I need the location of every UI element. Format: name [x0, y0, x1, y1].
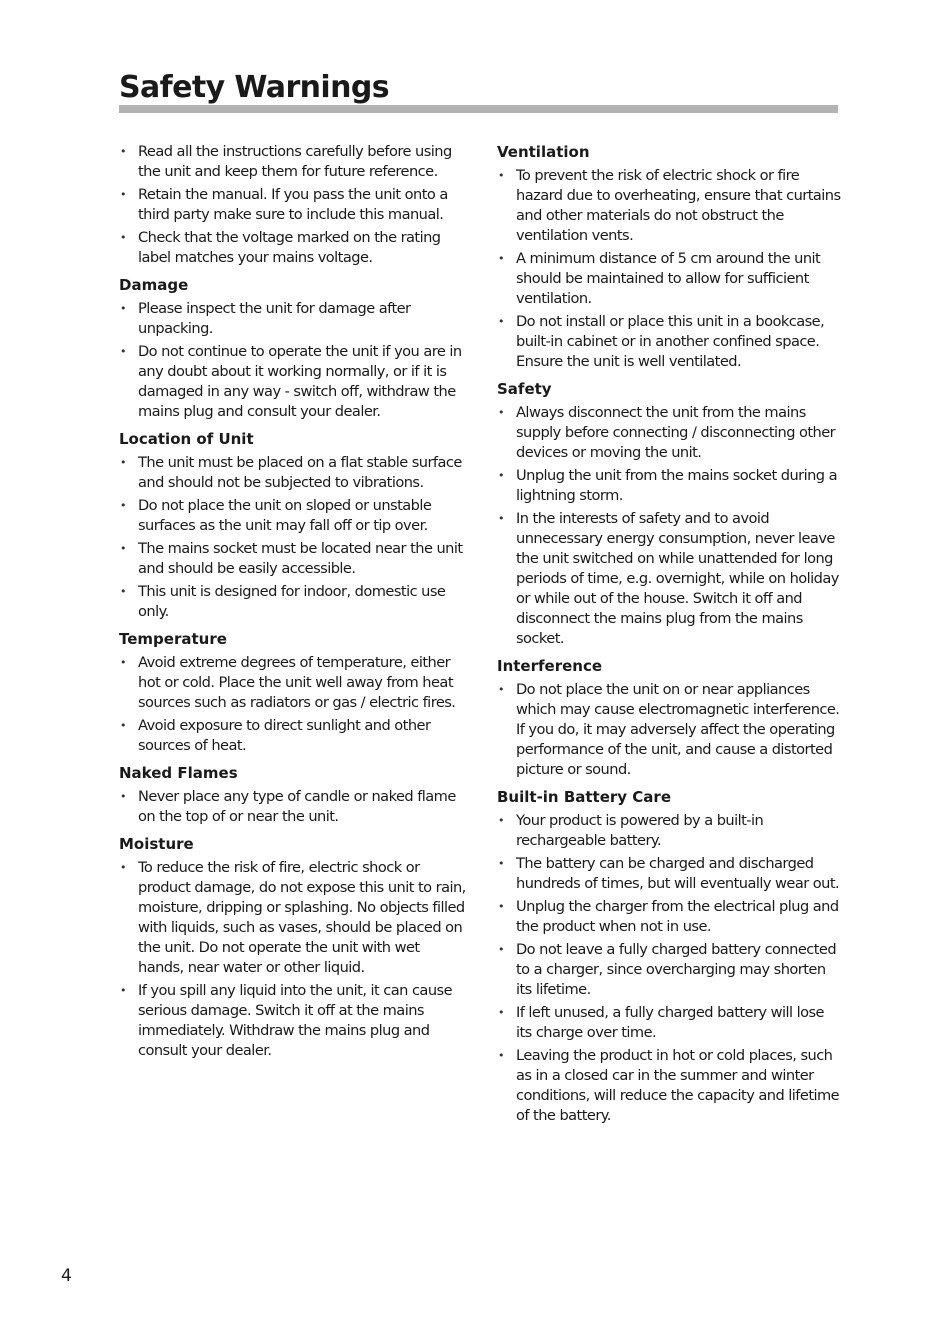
- list-item: • In the interests of safety and to avoid unnecessary energy consumption, never leave the unit switched on while unattended for long periods of time, e.g. overnight, while on holiday or while out of the house. Switch it off and disconnect the mains plug from the mains socket.: [497, 509, 842, 649]
- section-list: [119, 453, 467, 622]
- list-item: • Never place any type of candle or naked flame on the top of or near the unit.: [119, 787, 467, 827]
- list-item: • Do not leave a fully charged battery connected to a charger, since overcharging may shorten its lifetime.: [497, 940, 842, 1000]
- intro-list: [119, 142, 467, 268]
- section-location-of-unit: [119, 429, 467, 622]
- list-item: • Avoid extreme degrees of temperature, either hot or cold. Place the unit well away from heat sources such as radiators or gas / electric fires.: [119, 653, 467, 713]
- list-item: • Do not continue to operate the unit if you are in any doubt about it working normally, or if it is damaged in any way - switch off, withdraw the mains plug and consult your dealer.: [119, 342, 467, 422]
- list-item: • This unit is designed for indoor, domestic use only.: [119, 582, 467, 622]
- section-heading: Location of Unit: [119, 430, 254, 448]
- section-heading: Moisture: [119, 835, 194, 853]
- section-list: [497, 166, 842, 372]
- section-safety: [497, 379, 842, 649]
- title-rule: [119, 105, 838, 113]
- section-heading: Interference: [497, 657, 603, 675]
- list-item: • Avoid exposure to direct sunlight and other sources of heat.: [119, 716, 467, 756]
- section-list: [119, 787, 467, 827]
- section-ventilation: [497, 142, 842, 372]
- section-list: [119, 299, 467, 422]
- page-number: 4: [61, 1266, 72, 1286]
- section-list: [497, 680, 842, 780]
- list-item: • Unplug the unit from the mains socket during a lightning storm.: [497, 466, 842, 506]
- section-list: [497, 403, 842, 649]
- list-item: • Do not place the unit on sloped or unstable surfaces as the unit may fall off or tip over.: [119, 496, 467, 536]
- list-item: • The mains socket must be located near the unit and should be easily accessible.: [119, 539, 467, 579]
- list-item: • Retain the manual. If you pass the unit onto a third party make sure to include this manual.: [119, 185, 467, 225]
- section-temperature: [119, 629, 467, 756]
- list-item: • Always disconnect the unit from the mains supply before connecting / disconnecting other devices or moving the unit.: [497, 403, 842, 463]
- list-item: • If you spill any liquid into the unit, it can cause serious damage. Switch it off at the mains immediately. Withdraw the mains plug and consult your dealer.: [119, 981, 467, 1061]
- section-list: [119, 653, 467, 756]
- list-item: • If left unused, a fully charged battery will lose its charge over time.: [497, 1003, 842, 1043]
- list-item: • Do not place the unit on or near appliances which may cause electromagnetic interference. If you do, it may adversely affect the operating performance of the unit, and cause a distorted picture or sound.: [497, 680, 842, 780]
- section-heading: Ventilation: [497, 143, 590, 161]
- section-list: [497, 811, 842, 1126]
- section-heading: Naked Flames: [119, 764, 238, 782]
- list-item: • Please inspect the unit for damage after unpacking.: [119, 299, 467, 339]
- page-title: Safety Warnings: [119, 70, 389, 105]
- section-heading: Temperature: [119, 630, 227, 648]
- section-moisture: [119, 834, 467, 1061]
- list-item: • Your product is powered by a built-in rechargeable battery.: [497, 811, 842, 851]
- list-item: • A minimum distance of 5 cm around the unit should be maintained to allow for sufficient ventilation.: [497, 249, 842, 309]
- left-column: [119, 142, 467, 1064]
- list-item: • Do not install or place this unit in a bookcase, built-in cabinet or in another confined space. Ensure the unit is well ventilated.: [497, 312, 842, 372]
- section-heading: Safety: [497, 380, 552, 398]
- list-item: • Read all the instructions carefully before using the unit and keep them for future reference.: [119, 142, 467, 182]
- section-damage: [119, 275, 467, 422]
- section-heading: Built-in Battery Care: [497, 788, 672, 806]
- right-column: [497, 142, 842, 1129]
- list-item: • The battery can be charged and discharged hundreds of times, but will eventually wear out.: [497, 854, 842, 894]
- list-item: • To prevent the risk of electric shock or fire hazard due to overheating, ensure that curtains and other materials do not obstruct the ventilation vents.: [497, 166, 842, 246]
- section-list: [119, 858, 467, 1061]
- list-item: • Unplug the charger from the electrical plug and the product when not in use.: [497, 897, 842, 937]
- list-item: • The unit must be placed on a flat stable surface and should not be subjected to vibrations.: [119, 453, 467, 493]
- section-heading: Damage: [119, 276, 189, 294]
- section-interference: [497, 656, 842, 780]
- list-item: • Leaving the product in hot or cold places, such as in a closed car in the summer and winter conditions, will reduce the capacity and lifetime of the battery.: [497, 1046, 842, 1126]
- list-item: • Check that the voltage marked on the rating label matches your mains voltage.: [119, 228, 467, 268]
- list-item: • To reduce the risk of fire, electric shock or product damage, do not expose this unit to rain, moisture, dripping or splashing. No objects filled with liquids, such as vases, should be placed on the unit. Do not operate the unit with wet hands, near water or other liquid.: [119, 858, 467, 978]
- section-naked-flames: [119, 763, 467, 827]
- section-built-in-battery-care: [497, 787, 842, 1126]
